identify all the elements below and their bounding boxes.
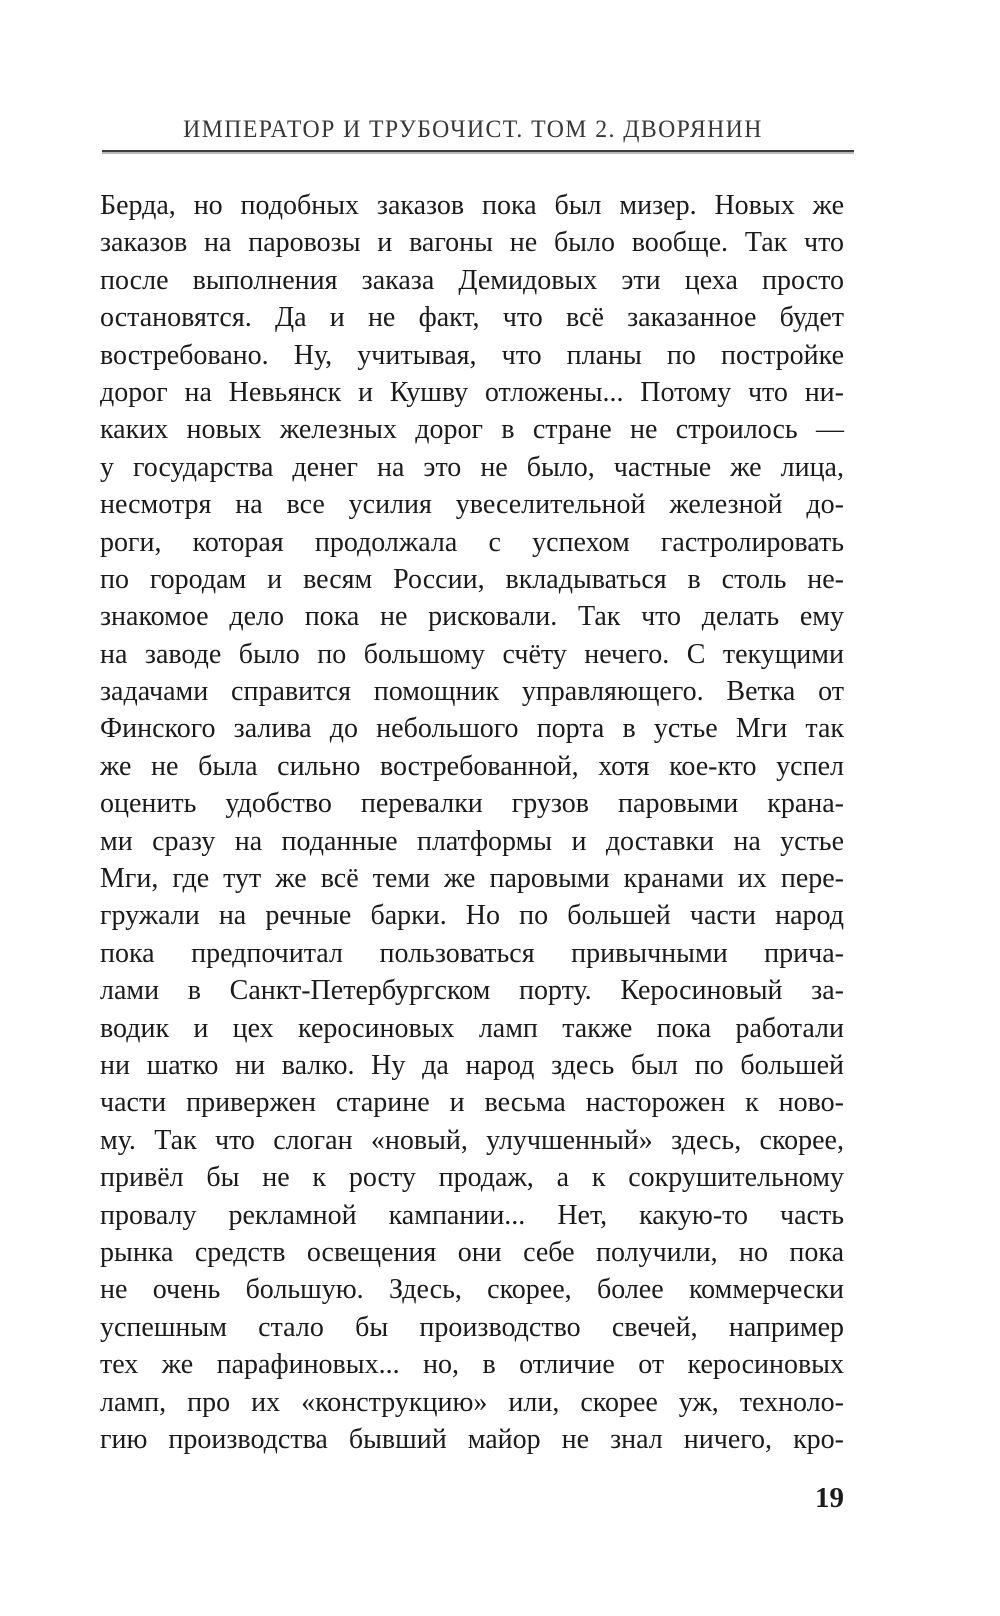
text-line: ни шатко ни валко. Ну да народ здесь был по большей [100,1049,844,1081]
text-line: заказов на паровозы и вагоны не было вообще. Так что [100,227,844,259]
text-line: у государства денег на это не было, частные же лица, [100,451,844,483]
text-line: востребовано. Ну, учитывая, что планы по постройке [100,339,844,371]
text-line: несмотря на все усилия увеселительной железной до- [100,489,844,521]
header-rule [102,150,854,152]
text-line: лами в Санкт-Петербургском порту. Керосиновый за- [100,975,844,1007]
text-line: ми сразу на поданные платформы и доставки на устье [100,825,844,857]
text-line: на заводе было по большому счёту нечего. С текущими [100,638,844,670]
text-line: после выполнения заказа Демидовых эти цеха просто [100,264,844,296]
running-head-title: ИМПЕРАТОР И ТРУБОЧИСТ. ТОМ 2. ДВОРЯНИН [183,116,763,143]
text-line: роги, которая продолжала с успехом гастролировать [100,526,844,558]
text-line: му. Так что слоган «новый, улучшенный» здесь, скорее, [100,1124,844,1156]
text-line: каких новых железных дорог в стране не строилось — [100,414,844,446]
text-line: рынка средств освещения они себе получили, но пока [100,1236,844,1268]
text-line: Мги, где тут же всё теми же паровыми кранами их пере- [100,863,844,895]
text-line: водик и цех керосиновых ламп также пока работали [100,1012,844,1044]
text-line: по городам и весям России, вкладываться в столь не- [100,563,844,595]
text-line: части привержен старине и весьма насторожен к ново- [100,1087,844,1119]
text-line: провалу рекламной кампании... Нет, какую-то часть [100,1199,844,1231]
text-line: привёл бы не к росту продаж, а к сокрушительному [100,1162,844,1194]
text-line: остановятся. Да и не факт, что всё заказанное будет [100,302,844,334]
text-line: гию производства бывший майор не знал ничего, кро- [100,1423,844,1455]
text-line: тех же парафиновых... но, в отличие от керосиновых [100,1349,844,1381]
text-line: дорог на Невьянск и Кушву отложены... Потому что ни- [100,376,844,408]
text-line: пока предпочитал пользоваться привычными прича- [100,937,844,969]
text-line: успешным стало бы производство свечей, например [100,1311,844,1343]
text-line: знакомое дело пока не рисковали. Так что делать ему [100,601,844,633]
text-line: же не была сильно востребованной, хотя кое-кто успел [100,750,844,782]
page-number: 19 [815,1482,844,1514]
text-line: не очень большую. Здесь, скорее, более коммерчески [100,1274,844,1306]
text-line: Берда, но подобных заказов пока был мизер. Новых же [100,190,844,221]
body-text [100,187,844,1458]
text-line: гружали на речные барки. Но по большей части народ [100,900,844,932]
text-line: ламп, про их «конструкцию» или, скорее уж, техноло- [100,1386,844,1418]
text-line: задачами справится помощник управляющего. Ветка от [100,676,844,708]
text-line: Финского залива до небольшого порта в устье Мги так [100,713,844,745]
text-line: оценить удобство перевалки грузов паровыми крана- [100,788,844,820]
